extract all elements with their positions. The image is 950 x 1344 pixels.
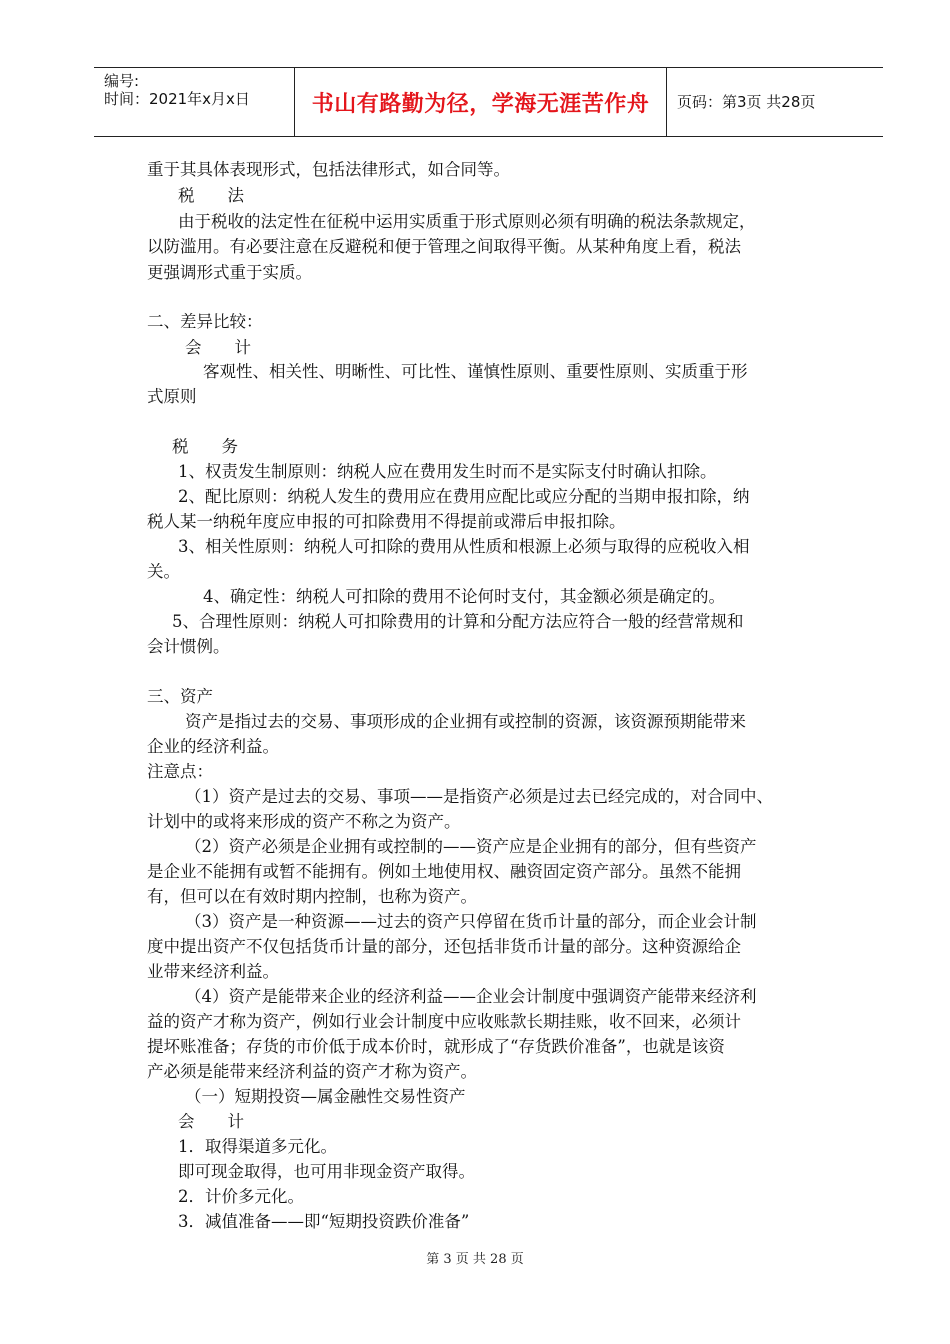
section-heading-assets: 三、资产 bbox=[147, 687, 213, 706]
footer-page-number: 第 3 页 共 28 页 bbox=[426, 1252, 524, 1267]
header-motto: 书山有路勤为径，学海无涯苦作舟 bbox=[311, 91, 650, 117]
list-item: 1、权责发生制原则：纳税人应在费用发生时而不是实际支付时确认扣除。 bbox=[178, 462, 717, 481]
text-line: 提坏账准备；存货的市价低于成本价时，就形成了“存货跌价准备”，也就是该资 bbox=[147, 1037, 725, 1056]
list-item: 1．取得渠道多元化。 bbox=[178, 1137, 337, 1156]
header-page-number: 页码：第3页 共28页 bbox=[677, 93, 816, 111]
page-footer bbox=[0, 1248, 950, 1267]
text-line: 有，但可以在有效时期内控制，也称为资产。 bbox=[147, 887, 477, 906]
section-heading-differences: 二、差异比较： bbox=[147, 312, 263, 331]
list-item: 4、确定性：纳税人可扣除的费用不论何时支付，其金额必须是确定的。 bbox=[203, 587, 725, 606]
header-page-cell bbox=[667, 68, 883, 136]
text-line: 即可现金取得，也可用非现金资产取得。 bbox=[178, 1162, 475, 1181]
header-motto-cell bbox=[295, 68, 667, 136]
text-line: 客观性、相关性、明晰性、可比性、谨慎性原则、重要性原则、实质重于形 bbox=[203, 362, 748, 381]
subheading-accounting: 会 计 bbox=[178, 1112, 244, 1131]
list-item: （3）资产是一种资源——过去的资产只停留在货币计量的部分，而企业会计制 bbox=[185, 912, 757, 931]
list-item: （1）资产是过去的交易、事项——是指资产必须是过去已经完成的，对合同中、 bbox=[185, 787, 773, 806]
text-line: 产必须是能带来经济利益的资产才称为资产。 bbox=[147, 1062, 477, 1081]
text-line: 度中提出资产不仅包括货币计量的部分，还包括非货币计量的部分。这种资源给企 bbox=[147, 937, 741, 956]
text-line: 式原则 bbox=[147, 387, 197, 406]
text-line: 重于其具体表现形式，包括法律形式，如合同等。 bbox=[147, 160, 510, 179]
text-line: 益的资产才称为资产，例如行业会计制度中应收账款长期挂账，收不回来，必须计 bbox=[147, 1012, 741, 1031]
serial-number-label: 编号: bbox=[104, 72, 140, 90]
list-item: 5、合理性原则：纳税人可扣除费用的计算和分配方法应符合一般的经营常规和 bbox=[172, 612, 744, 631]
text-line: 是企业不能拥有或暂不能拥有。例如土地使用权、融资固定资产部分。虽然不能拥 bbox=[147, 862, 741, 881]
section-heading-tax-law: 税 法 bbox=[178, 186, 244, 205]
text-line: 企业的经济利益。 bbox=[147, 737, 279, 756]
text-line: 以防滥用。有必要注意在反避税和便于管理之间取得平衡。从某种角度上看，税法 bbox=[147, 237, 741, 256]
list-item: 2．计价多元化。 bbox=[178, 1187, 304, 1206]
notes-label: 注意点： bbox=[147, 762, 213, 781]
date-label: 时间：2021年x月x日 bbox=[104, 90, 250, 108]
page-header bbox=[94, 67, 883, 137]
text-line: 税人某一纳税年度应申报的可扣除费用不得提前或滞后申报扣除。 bbox=[147, 512, 626, 531]
list-item: （2）资产必须是企业拥有或控制的——资产应是企业拥有的部分，但有些资产 bbox=[185, 837, 757, 856]
text-line: 由于税收的法定性在征税中运用实质重于形式原则必须有明确的税法条款规定， bbox=[178, 212, 756, 231]
text-line: 业带来经济利益。 bbox=[147, 962, 279, 981]
subheading-accounting: 会 计 bbox=[185, 338, 251, 357]
text-line: 会计惯例。 bbox=[147, 637, 230, 656]
list-item: 3、相关性原则：纳税人可扣除的费用从性质和根源上必须与取得的应税收入相 bbox=[178, 537, 750, 556]
text-line: 更强调形式重于实质。 bbox=[147, 263, 312, 282]
list-item: 3．减值准备——即“短期投资跌价准备” bbox=[178, 1212, 470, 1231]
text-line: 关。 bbox=[147, 562, 180, 581]
header-left-cell bbox=[94, 68, 295, 136]
text-line: 计划中的或将来形成的资产不称之为资产。 bbox=[147, 812, 461, 831]
list-item: （4）资产是能带来企业的经济利益——企业会计制度中强调资产能带来经济利 bbox=[185, 987, 757, 1006]
text-line: 资产是指过去的交易、事项形成的企业拥有或控制的资源，该资源预期能带来 bbox=[185, 712, 746, 731]
subsection-heading: （一）短期投资—属金融性交易性资产 bbox=[185, 1087, 466, 1106]
list-item: 2、配比原则：纳税人发生的费用应在费用应配比或应分配的当期申报扣除，纳 bbox=[178, 487, 750, 506]
subheading-tax-affairs: 税 务 bbox=[172, 437, 238, 456]
